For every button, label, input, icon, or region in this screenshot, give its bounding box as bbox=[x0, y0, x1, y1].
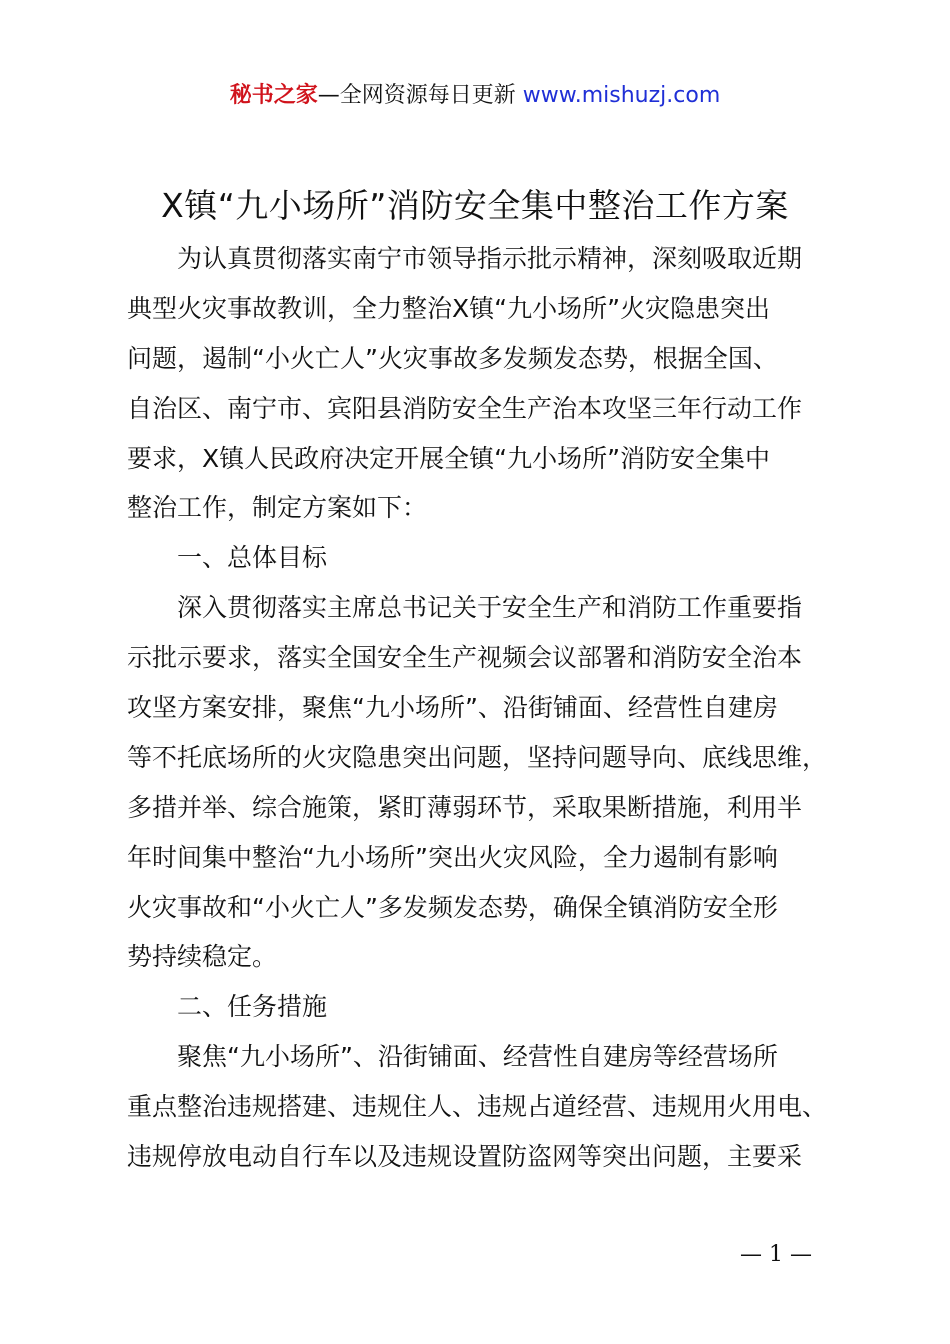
body-line: 违规停放电动自行车以及违规设置防盗网等突出问题，主要采 bbox=[127, 1142, 803, 1172]
body-line: 火灾事故和“小火亡人”多发频发态势，确保全镇消防安全形 bbox=[127, 892, 778, 922]
body-line: 年时间集中整治“九小场所”突出火灾风险，全力遏制有影响 bbox=[127, 842, 778, 872]
body-line: 聚焦“九小场所”、沿街铺面、经营性自建房等经营场所 bbox=[177, 1042, 778, 1072]
body-line: 问题，遏制“小火亡人”火灾事故多发频发态势，根据全国、 bbox=[127, 343, 778, 373]
header-brand: 秘书之家 bbox=[229, 83, 318, 108]
page-number: — 1 — bbox=[740, 1242, 812, 1267]
body-line: 深入贯彻落实主席总书记关于安全生产和消防工作重要指 bbox=[177, 593, 803, 623]
header-tagline: —全网资源每日更新 bbox=[317, 83, 516, 108]
document-title: X镇“九小场所”消防安全集中整治工作方案 bbox=[161, 186, 789, 225]
section-heading: 一、总体目标 bbox=[177, 543, 328, 573]
body-line: 典型火灾事故教训，全力整治X镇“九小场所”火灾隐患突出 bbox=[127, 293, 771, 323]
body-line: 重点整治违规搭建、违规住人、违规占道经营、违规用火用电、 bbox=[127, 1092, 828, 1122]
body-line: 等不托底场所的火灾隐患突出问题，坚持问题导向、底线思维， bbox=[127, 742, 828, 772]
body-line: 自治区、南宁市、宾阳县消防安全生产治本攻坚三年行动工作 bbox=[127, 393, 803, 423]
header-url[interactable]: www.mishuzj.com bbox=[522, 83, 721, 108]
body-line: 整治工作，制定方案如下： bbox=[127, 493, 428, 523]
site-header bbox=[0, 80, 950, 112]
body-line: 多措并举、综合施策，紧盯薄弱环节，采取果断措施，利用半 bbox=[127, 792, 803, 822]
body-line: 势持续稳定。 bbox=[127, 942, 278, 972]
body-line: 要求，X镇人民政府决定开展全镇“九小场所”消防安全集中 bbox=[127, 443, 771, 473]
body-line: 为认真贯彻落实南宁市领导指示批示精神，深刻吸取近期 bbox=[177, 244, 803, 273]
body-line: 攻坚方案安排，聚焦“九小场所”、沿街铺面、经营性自建房 bbox=[127, 693, 778, 723]
document-body bbox=[127, 234, 837, 1182]
section-heading: 二、任务措施 bbox=[177, 992, 328, 1022]
body-line: 示批示要求，落实全国安全生产视频会议部署和消防安全治本 bbox=[127, 643, 803, 673]
